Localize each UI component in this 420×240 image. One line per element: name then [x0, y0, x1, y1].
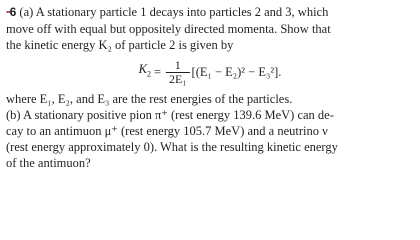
equation-fraction [166, 59, 190, 86]
problem-number: 6 [9, 5, 17, 19]
fraction-numerator: 1 [174, 57, 181, 72]
part-b-text-3: (rest energy approximately 0). What is the resulting kinetic energy [6, 140, 338, 154]
part-a-text-2: move off with equal but oppositely directed momenta. Show that [6, 22, 331, 36]
part-b-text-4: of the antimuon? [6, 156, 91, 170]
after-text-1: where E₁, E₂, and E₃ are the rest energies of the particles. [6, 92, 293, 106]
part-a-text-3: the kinetic energy K₂ of particle 2 is given by [6, 38, 234, 52]
equation-body: [(E₁ − E₂)² − E₃²]. [191, 65, 282, 79]
part-b-text-1: (b) A stationary positive pion π⁺ (rest energy 139.6 MeV) can de- [6, 108, 334, 122]
kinetic-energy-equation [6, 54, 414, 90]
part-b-text-2: cay to an antimuon μ⁺ (rest energy 105.7 MeV) and a neutrino ν [6, 124, 328, 138]
fraction-denominator: 2E₁ [166, 72, 190, 86]
problem-line-1 [6, 4, 414, 21]
part-a-text-1: (a) A stationary particle 1 decays into particles 2 and 3, which [16, 5, 329, 19]
equation-equals: = [153, 65, 162, 79]
difficulty-dots: •• [6, 8, 10, 17]
equation-lhs: $K_2$ [138, 62, 151, 79]
